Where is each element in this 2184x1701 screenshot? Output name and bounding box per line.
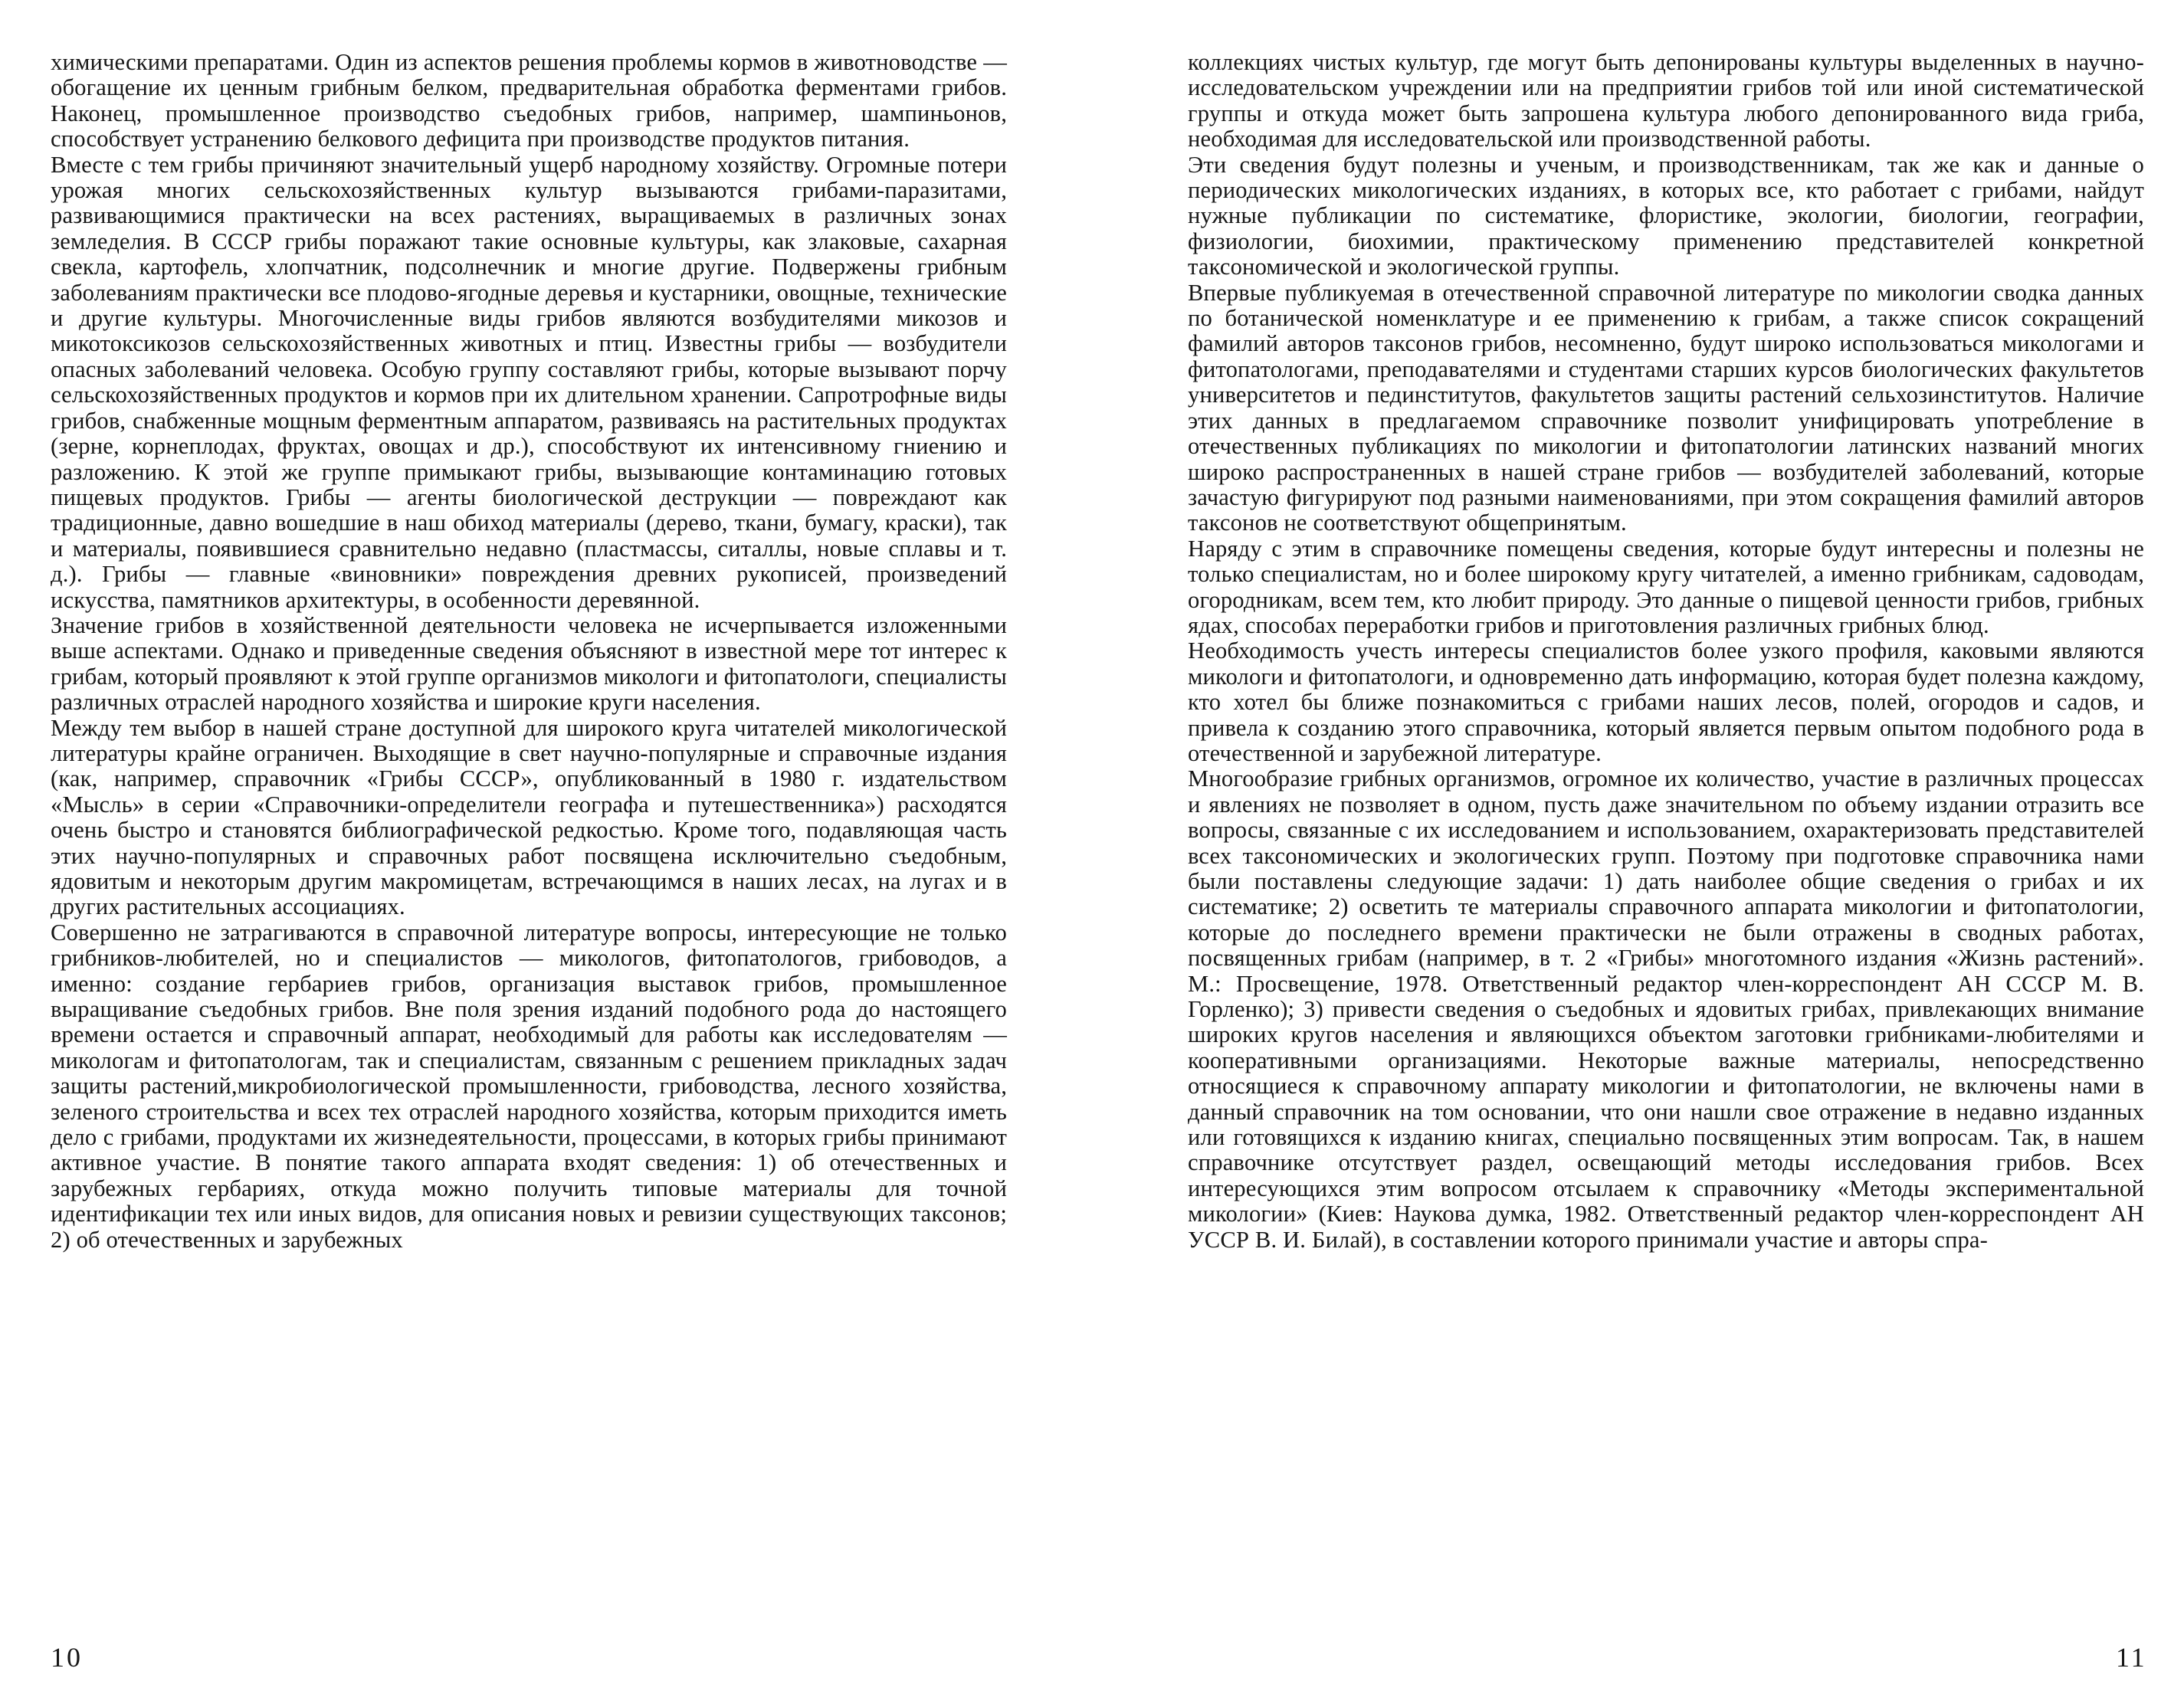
paragraph: Впервые публикуемая в отечественной справочной литературе по микологии сводка данных по ботанической номенклатуре и ее применению к грибам, а также список сокращений фамилий авторов таксонов грибов, несомненно, будут широко использоваться микологами и фитопатологами, преподавателями и студентами старших курсов биологических факультетов университетов и пединститутов, факультетов защиты растений сельхозинститутов. Наличие этих данных в предлагаемом справочнике позволит унифицировать употребление в отечественных публикациях по микологии и фитопатологии латинских названий многих широко распространенных в нашей стране грибов — возбудителей заболеваний, которые зачастую фигурируют под разными наименованиями, при этом сокращения фамилий авторов таксонов не соответствуют общепринятым. <box>1188 279 2144 536</box>
paragraph: Многообразие грибных организмов, огромное их количество, участие в различных процессах и явлениях не позволяет в одном, пусть даже значительном по объему издании отразить все вопросы, связанные с их исследованием и использованием, охарактеризовать представителей всех таксономических и экологических групп. Поэтому при подготовке справочника нами были поставлены следующие задачи: 1) дать наиболее общие сведения о грибах и их систематике; 2) осветить те материалы справочного аппарата микологии и фитопатологии, которые до последнего времени практически не были отражены в сводных работах, посвященных грибам (например, в т. 2 «Грибы» многотомного издания «Жизнь растений». М.: Просвещение, 1978. Ответственный редактор член-корреспондент АН СССР М. В. Горленко); 3) привести сведения о съедобных и ядовитых грибах, привлекающих внимание широких кругов населения и являющихся объектом заготовки грибниками-любителями и кооперативными организациями. Некоторые важные материалы, непосредственно относящиеся к справочному аппарату микологии и фитопатологии, не включены нами в данный справочник на том основании, что они нашли свое отражение в недавно изданных или готовящихся к изданию книгах, специально посвященных этим вопросам. Так, в нашем справочнике отсутствует раздел, освещающий методы исследования грибов. Всех интересующихся этим вопросом отсылаем к справочнику «Методы экспериментальной микологии» (Киев: Наукова думка, 1982. Ответственный редактор член-корреспондент АН УССР В. И. Билай), в составлении которого принимали участие и авторы спра- <box>1188 765 2144 1253</box>
paragraph: Вместе с тем грибы причиняют значительный ущерб народному хозяйству. Огромные потери урожая многих сельскохозяйственных культур вызываются грибами-паразитами, развивающимися практически на всех растениях, выращиваемых в различных зонах земледелия. В СССР грибы поражают такие основные культуры, как злаковые, сахарная свекла, картофель, хлопчатник, подсолнечник и многие другие. Подвержены грибным заболеваниям практически все плодово-ягодные деревья и кустарники, овощные, технические и другие культуры. Многочисленные виды грибов являются возбудителями микозов и микотоксикозов сельскохозяйственных животных и птиц. Известны грибы — возбудители опасных заболеваний человека. Особую группу составляют грибы, которые вызывают порчу сельскохозяйственных продуктов и кормов при их длительном хранении. Сапротрофные виды грибов, снабженные мощным ферментным аппаратом, развиваясь на растительных продуктах (зерне, корнеплодах, фруктах, овощах и др.), способствуют их интенсивному гниению и разложению. К этой же группе примыкают грибы, вызывающие контаминацию готовых пищевых продуктов. Грибы — агенты биологической деструкции — повреждают как традиционные, давно вошедшие в наш обиход материалы (дерево, ткани, бумагу, краски), так и материалы, появившиеся сравнительно недавно (пластмассы, ситаллы, новые сплавы и т. д.). Грибы — главные «виновники» повреждения древних рукописей, произведений искусства, памятников архитектуры, в особенности деревянной. <box>51 151 1007 613</box>
left-text-column <box>51 50 1007 1253</box>
paragraph: Значение грибов в хозяйственной деятельности человека не исчерпывается изложенными выше аспектами. Однако и приведенные сведения объясняют в известной мере тот интерес к грибам, который проявляют к этой группе организмов микологи и фитопатологи, специалисты различных отраслей народного хозяйства и широкие круги населения. <box>51 611 1007 716</box>
page-number: 11 <box>2116 1642 2147 1673</box>
right-text-column <box>1188 50 2144 1253</box>
paragraph: Совершенно не затрагиваются в справочной литературе вопросы, интересующие не только грибников-любителей, но и специалистов — микологов, фитопатологов, грибоводов, а именно: создание гербариев грибов, организация выставок грибов, промышленное выращивание съедобных грибов. Вне поля зрения изданий подобного рода до настоящего времени остается и справочный аппарат, необходимый для работы как исследователям — микологам и фитопатологам, так и специалистам, связанным с решением прикладных задач защиты растений,микробиологической промышленности, грибоводства, лесного хозяйства, зеленого строительства и всех тех отраслей народного хозяйства, которым приходится иметь дело с грибами, продуктами их жизнедеятельности, процессами, в которых грибы принимают активное участие. В понятие такого аппарата входят сведения: 1) об отечественных и зарубежных гербариях, откуда можно получить типовые материалы для точной идентификации тех или иных видов, для описания новых и ревизии существующих таксонов; 2) об отечественных и зарубежных <box>51 919 1007 1253</box>
paragraph: Эти сведения будут полезны и ученым, и производственникам, так же как и данные о периодических микологических изданиях, в которых все, кто работает с грибами, найдут нужные публикации по систематике, флористике, экологии, биологии, географии, физиологии, биохимии, практическому применению представителей конкретной таксономической и экологической группы. <box>1188 151 2144 280</box>
right-page <box>1092 0 2184 1701</box>
paragraph: Наряду с этим в справочнике помещены сведения, которые будут интересны и полезны не только специалистам, но и более широкому кругу читателей, а именно грибникам, садоводам, огородникам, всем тем, кто любит природу. Это данные о пищевой ценности грибов, грибных ядах, способах переработки грибов и приготовления различных грибных блюд. <box>1188 535 2144 638</box>
paragraph: Необходимость учесть интересы специалистов более узкого профиля, каковыми являются микологи и фитопатологи, и одновременно дать информацию, которая будет полезна каждому, кто хотел бы ближе познакомиться с грибами наших лесов, полей, огородов и садов, и привела к созданию этого справочника, который является первым опытом подобного рода в отечественной и зарубежной литературе. <box>1188 637 2144 766</box>
page-number: 10 <box>51 1642 83 1673</box>
left-page <box>0 0 1088 1701</box>
paragraph: Между тем выбор в нашей стране доступной для широкого круга читателей микологической литературы крайне ограничен. Выходящие в свет научно-популярные и справочные издания (как, например, справочник «Грибы СССР», опубликованный в 1980 г. издательством «Мысль» в серии «Справочники-определители географа и путешественника») расходятся очень быстро и становятся библиографической редкостью. Кроме того, подавляющая часть этих научно-популярных и справочных работ посвящена исключительно съедобным, ядовитым и некоторым другим макромицетам, встречающимся в наших лесах, на лугах и в других растительных ассоциациях. <box>51 714 1007 920</box>
paragraph: химическими препаратами. Один из аспектов решения проблемы кормов в животноводстве — обогащение их ценным грибным белком, предварительная обработка ферментами грибов. Наконец, промышленное производство съедобных грибов, например, шампиньонов, способствует устранению белкового дефицита при производстве продуктов питания. <box>51 49 1007 152</box>
paragraph: коллекциях чистых культур, где могут быть депонированы культуры выделенных в научно-исследовательском учреждении или на предприятии грибов той или иной систематической группы и откуда может быть запрошена культура любого депонированного вида гриба, необходимая для исследовательской или производственной работы. <box>1188 49 2144 152</box>
